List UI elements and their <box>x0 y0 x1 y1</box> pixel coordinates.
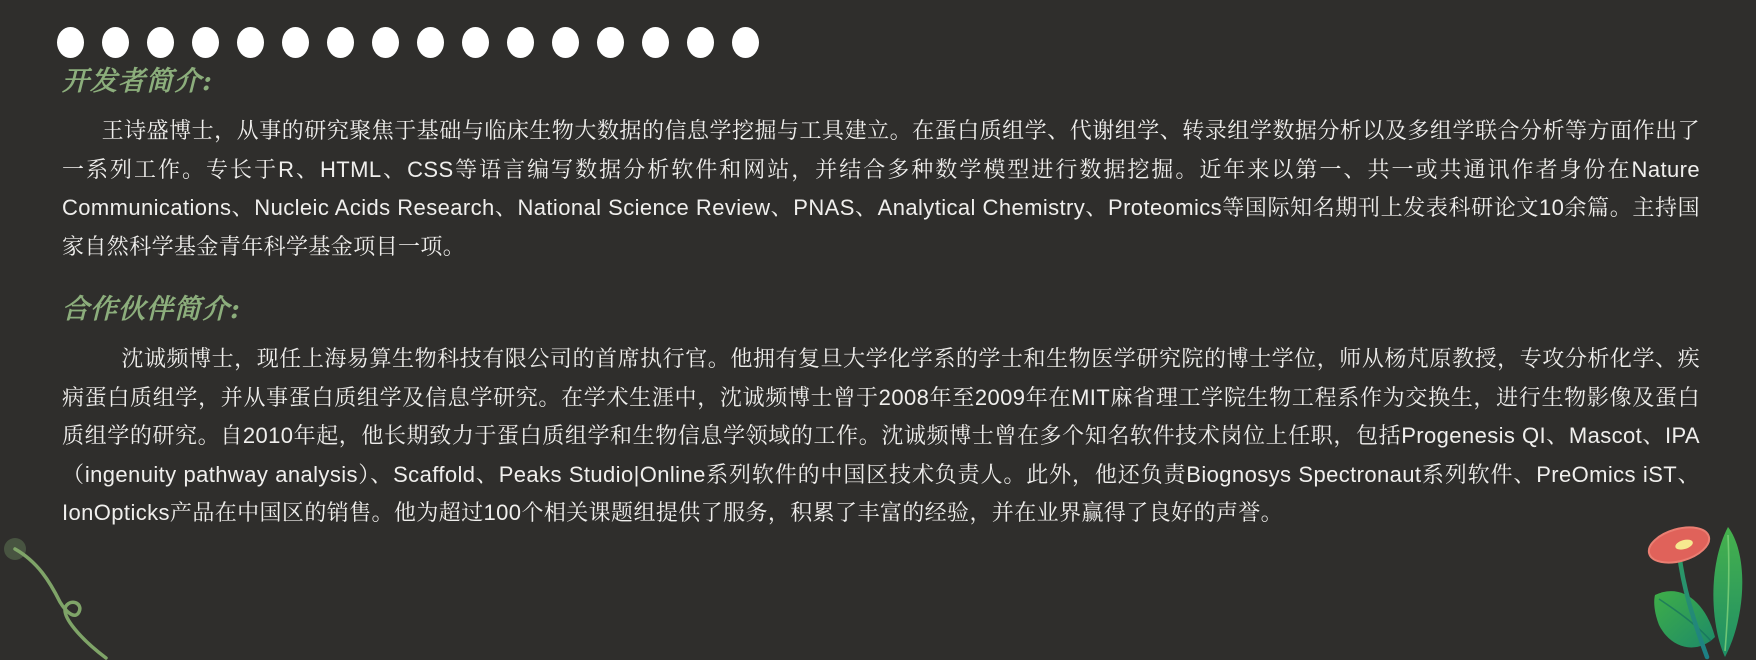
binder-dots <box>57 27 759 58</box>
binder-dot <box>237 27 264 58</box>
binder-dot <box>597 27 624 58</box>
binder-dot <box>372 27 399 58</box>
flower-decoration-icon <box>1631 515 1756 660</box>
binder-dot <box>57 27 84 58</box>
binder-dot <box>282 27 309 58</box>
binder-dot <box>732 27 759 58</box>
content-area <box>62 64 1700 533</box>
developer-intro-paragraph: 王诗盛博士，从事的研究聚焦于基础与临床生物大数据的信息学挖掘与工具建立。在蛋白质组学、代谢组学、转录组学数据分析以及多组学联合分析等方面作出了一系列工作。专长于R、HTML、CSS等语言编写数据分析软件和网站，并结合多种数学模型进行数据挖掘。近年来以第一、共一或共通讯作者身份在Nature Communications、Nucleic Acids Research、National Science Review、PNAS、Analytical Chemistry、Proteomics等国际知名期刊上发表科研论文10余篇。主持国家自然科学基金青年科学基金项目一项。 <box>62 118 1700 259</box>
partner-intro-paragraph: 沈诚频博士，现任上海易算生物科技有限公司的首席执行官。他拥有复旦大学化学系的学士和生物医学研究院的博士学位，师从杨芃原教授，专攻分析化学、疾病蛋白质组学，并从事蛋白质组学及信息学研究。在学术生涯中，沈诚频博士曾于2008年至2009年在MIT麻省理工学院生物工程系作为交换生，进行生物影像及蛋白质组学的研究。自2010年起，他长期致力于蛋白质组学和生物信息学领域的工作。沈诚频博士曾在多个知名软件技术岗位上任职，包括Progenesis QI、Mascot、IPA（ingenuity pathway analysis）、Scaffold、Peaks Studio|Online系列软件的中国区技术负责人。此外，他还负责Biognosys Spectronaut系列软件、PreOmics iST、IonOpticks产品在中国区的销售。他为超过100个相关课题组提供了服务，积累了丰富的经验，并在业界赢得了良好的声誉。 <box>62 346 1700 525</box>
binder-dot <box>327 27 354 58</box>
binder-dot <box>147 27 174 58</box>
binder-dot <box>462 27 489 58</box>
section-heading-developer: 开发者简介: <box>62 66 213 97</box>
binder-dot <box>552 27 579 58</box>
section-heading-partner: 合作伙伴简介: <box>62 294 241 325</box>
binder-dot <box>687 27 714 58</box>
binder-dot <box>507 27 534 58</box>
binder-dot <box>642 27 669 58</box>
binder-dot <box>102 27 129 58</box>
binder-dot <box>192 27 219 58</box>
vine-decoration-icon <box>0 530 130 660</box>
binder-dot <box>417 27 444 58</box>
